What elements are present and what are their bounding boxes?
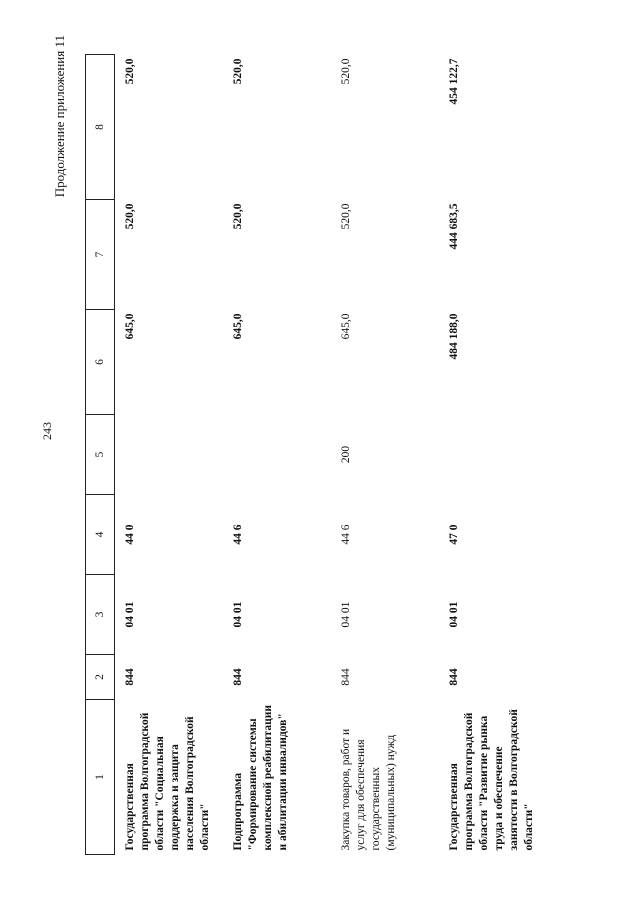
col-header-2: 2 xyxy=(86,655,115,700)
col-header-7: 7 xyxy=(86,200,115,310)
cell-target: 44 6 xyxy=(232,524,244,545)
cell-section: 04 01 xyxy=(232,601,244,628)
cell-amount-3: 520,0 xyxy=(124,58,136,85)
cell-amount-1: 484 188,0 xyxy=(448,313,460,360)
col-header-5: 5 xyxy=(86,415,115,495)
appendix-caption: Продолжение приложения 11 xyxy=(52,35,67,198)
cell-amount-2: 520,0 xyxy=(124,203,136,230)
cell-amount-3: 520,0 xyxy=(232,58,244,85)
table-row xyxy=(223,55,331,855)
cell-target: 47 0 xyxy=(448,524,460,545)
cell-ministry: 844 xyxy=(232,668,244,686)
cell-amount-1: 645,0 xyxy=(124,313,136,340)
col-header-1: 1 xyxy=(86,700,115,855)
cell-amount-3: 454 122,7 xyxy=(448,58,460,105)
table-row xyxy=(115,55,224,855)
row-name: Закупка товаров, работ и услуг для обеспечения государственных (муниципальных) нужд xyxy=(340,728,397,851)
cell-expense-type: 200 xyxy=(340,445,352,464)
page-number: 243 xyxy=(40,422,54,440)
col-header-4: 4 xyxy=(86,495,115,575)
cell-expense-type xyxy=(223,415,331,495)
cell-amount-2: 444 683,5 xyxy=(448,203,460,250)
header-row xyxy=(86,55,115,855)
cell-expense-type xyxy=(115,415,224,495)
cell-section: 04 01 xyxy=(340,601,352,628)
col-header-6: 6 xyxy=(86,310,115,415)
table-row xyxy=(439,55,566,855)
rotated-sheet xyxy=(50,35,610,855)
cell-amount-2: 520,0 xyxy=(232,203,244,230)
col-header-3: 3 xyxy=(86,575,115,655)
budget-table xyxy=(85,54,566,855)
cell-ministry: 844 xyxy=(448,668,460,686)
cell-ministry: 844 xyxy=(340,668,352,686)
cell-amount-1: 645,0 xyxy=(232,313,244,340)
cell-target: 44 0 xyxy=(124,524,136,545)
cell-section: 04 01 xyxy=(124,601,136,628)
cell-amount-1: 645,0 xyxy=(340,313,352,340)
col-header-8: 8 xyxy=(86,55,115,200)
cell-amount-2: 520,0 xyxy=(340,203,352,230)
row-name: Подпрограмма "Формирование системы комплексной реабилитации и абилитации инвалидов" xyxy=(232,705,289,851)
row-name: Государственная программа Волгоградской области "Развитие рынка труда и обеспечение занятости в Волгоградской области" xyxy=(448,709,535,851)
cell-section: 04 01 xyxy=(448,601,460,628)
cell-amount-3: 520,0 xyxy=(340,58,352,85)
row-name: Государственная программа Волгоградской области "Социальная поддержка и защита населения Волгоградской области" xyxy=(124,712,211,851)
table-row xyxy=(331,55,439,855)
cell-expense-type xyxy=(439,415,566,495)
cell-target: 44 6 xyxy=(340,524,352,545)
cell-ministry: 844 xyxy=(124,668,136,686)
